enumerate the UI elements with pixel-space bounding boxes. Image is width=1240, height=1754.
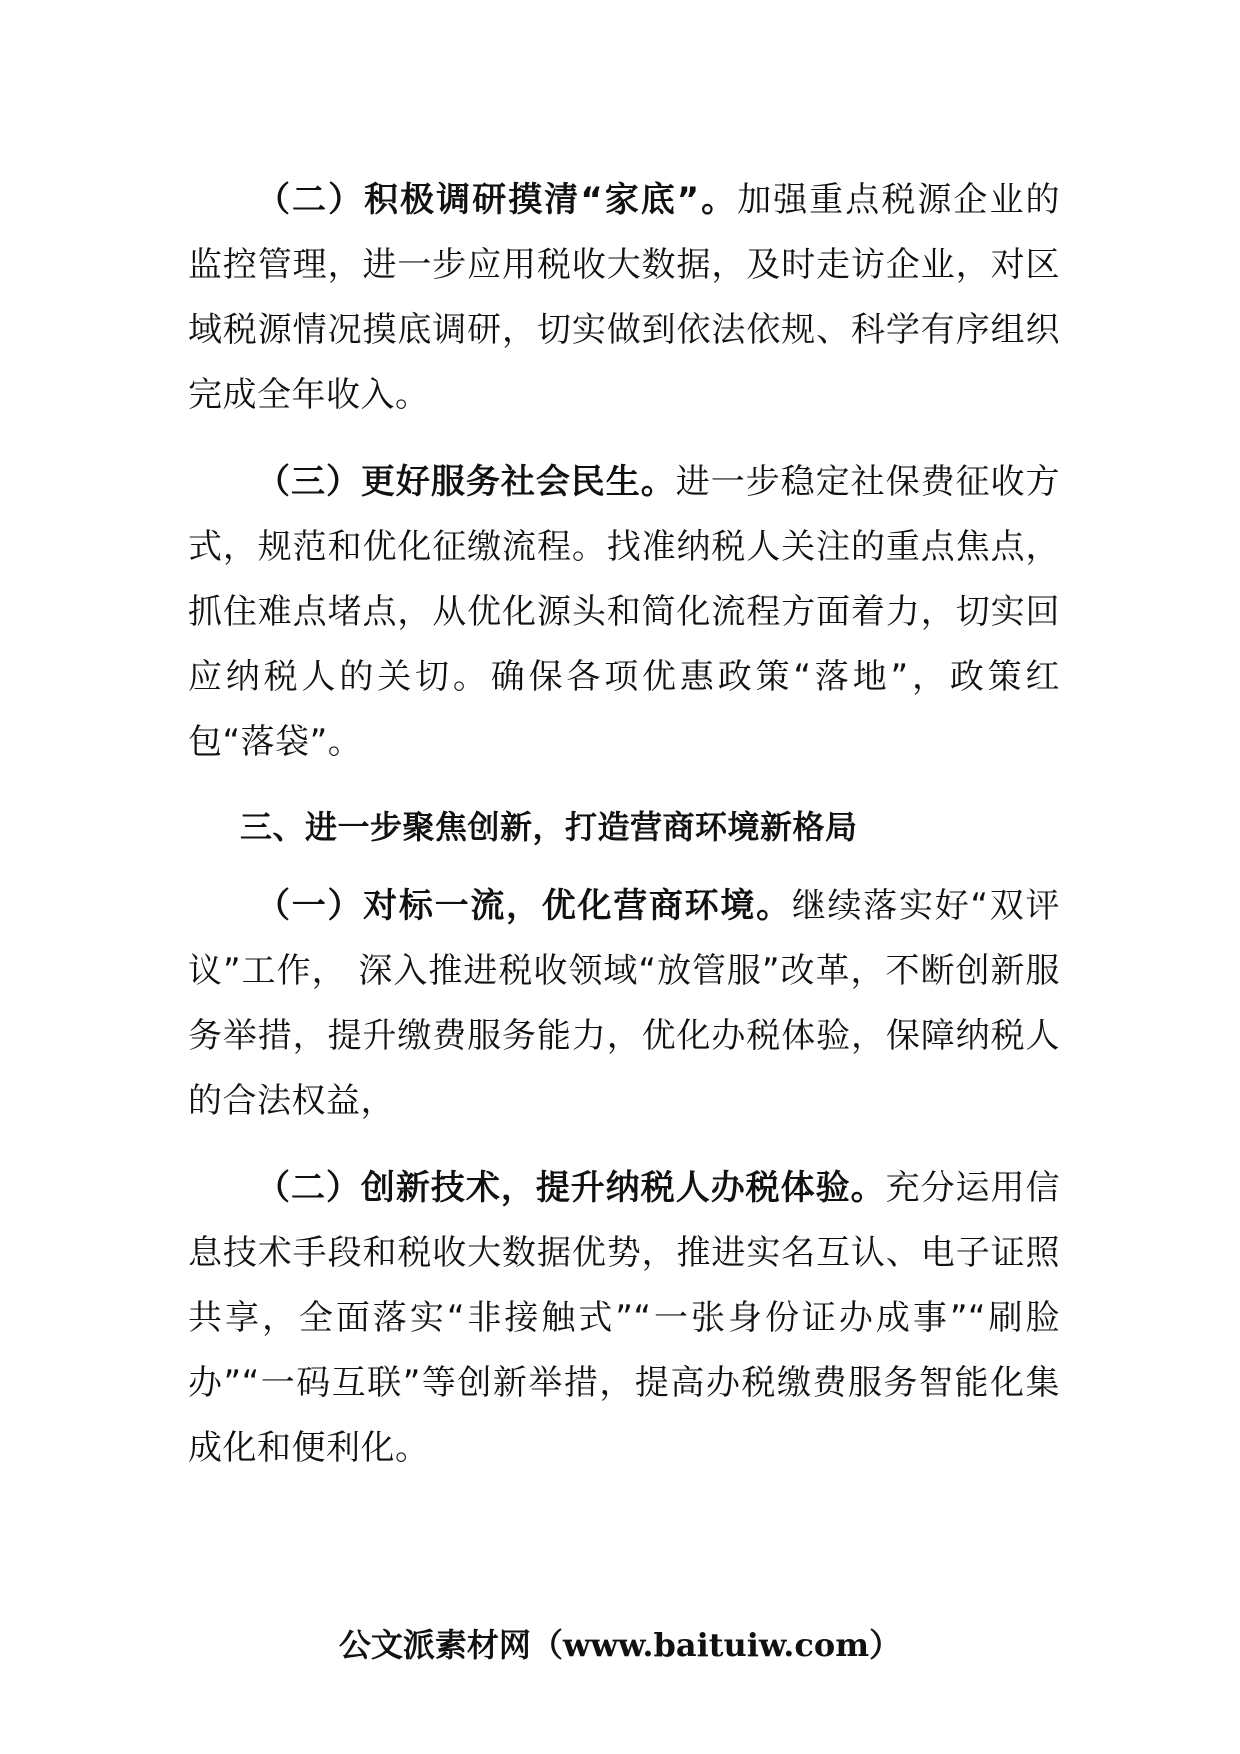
paragraph-2-3	[188, 450, 1060, 775]
paragraph-3-2	[188, 1156, 1060, 1481]
section-heading-3: 三、进一步聚焦创新，打造营商环境新格局	[240, 808, 858, 846]
paragraph-lead: （一）对标一流，优化营商环境。	[256, 886, 792, 926]
paragraph-text: 加强重点税源企业的监控管理，进一步应用税收大数据，及时走访企业，对区域税源情况摸底调研，切实做到依法依规、科学有序组织完成全年收入。	[188, 180, 1060, 415]
paragraph-lead: （二）积极调研摸清“家底”。	[256, 180, 738, 220]
paragraph-lead: （二）创新技术，提升纳税人办税体验。	[256, 1168, 886, 1208]
page-footer: 公文派素材网（www.baituiw.com）	[338, 1626, 902, 1664]
paragraph-text: 进一步稳定社保费征收方式，规范和优化征缴流程。找准纳税人关注的重点焦点，抓住难点堵点，从优化源头和简化流程方面着力，切实回应纳税人的关切。确保各项优惠政策“落地”，政策红包“落袋”。	[188, 462, 1061, 762]
paragraph-3-1	[188, 874, 1060, 1134]
document-body	[188, 168, 1060, 1481]
paragraph-text: 充分运用信息技术手段和税收大数据优势，推进实名互认、电子证照共享，全面落实“非接触式”“一张身份证办成事”“刷脸办”“一码互联”等创新举措，提高办税缴费服务智能化集成化和便利化。	[188, 1168, 1061, 1468]
paragraph-2-2	[188, 168, 1060, 428]
paragraph-lead: （三）更好服务社会民生。	[256, 462, 676, 502]
paragraph-text: 继续落实好“双评议”工作， 深入推进税收领域“放管服”改革，不断创新服务举措，提升缴费服务能力，优化办税体验，保障纳税人的合法权益，	[188, 886, 1060, 1121]
